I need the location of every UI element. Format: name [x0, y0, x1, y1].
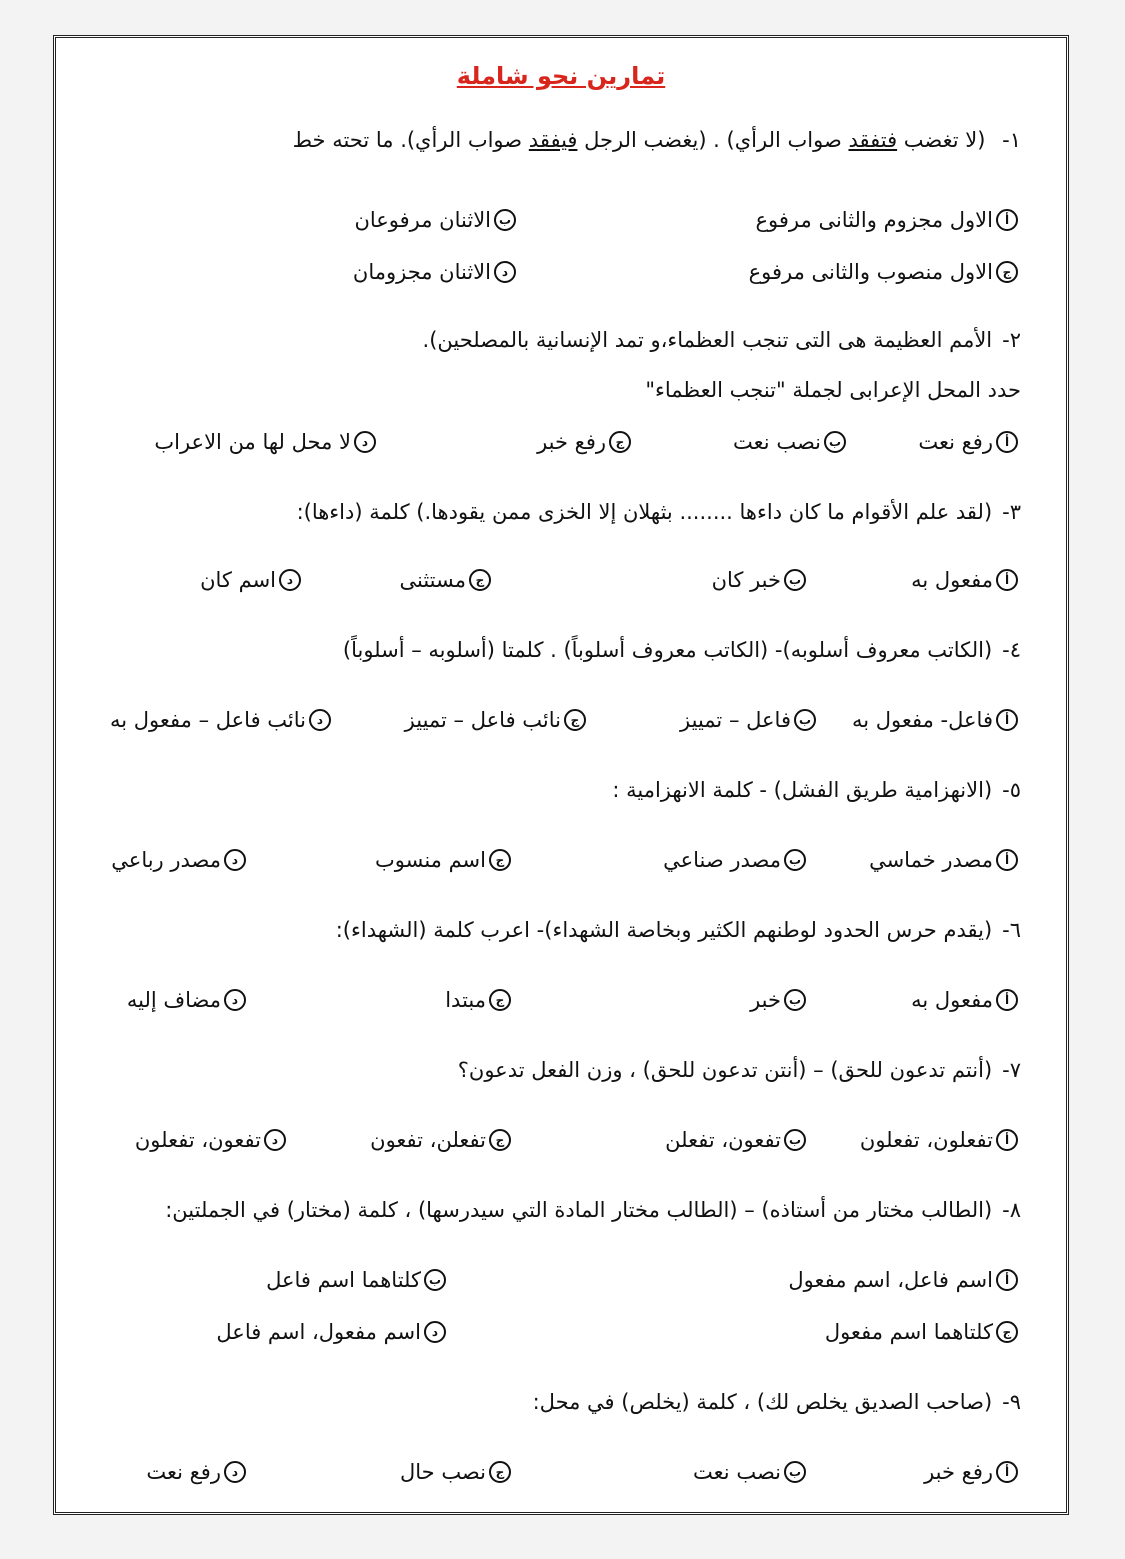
option-label: فاعل – تمييز: [680, 708, 791, 732]
option-c[interactable]: [370, 1128, 511, 1152]
option-label: الاول مجزوم والثانى مرفوع: [755, 208, 993, 232]
question-number: ٢-: [1002, 328, 1021, 352]
question-text: (يقدم حرس الحدود لوطنهم الكثير وبخاصة الشهداء)- اعرب كلمة (الشهداء):: [335, 918, 993, 942]
option-d[interactable]: [110, 708, 331, 732]
option-marker-circle: أ: [996, 569, 1018, 591]
option-marker-circle: د: [224, 1461, 246, 1483]
question-1: [293, 128, 1021, 152]
option-label: تفعلون، تفعلون: [859, 1128, 993, 1152]
option-label: الاول منصوب والثانى مرفوع: [748, 260, 993, 284]
question-9: [533, 1390, 1021, 1414]
option-label: كلتاهما اسم مفعول: [824, 1320, 993, 1344]
option-c[interactable]: [400, 568, 492, 592]
option-label: اسم فاعل، اسم مفعول: [788, 1268, 993, 1292]
question-7: [458, 1058, 1021, 1082]
option-marker-circle: ج: [489, 1129, 511, 1151]
option-label: اسم منسوب: [374, 848, 486, 872]
question-number: ٩-: [1002, 1390, 1021, 1414]
option-label: مضاف إليه: [126, 988, 221, 1012]
question-text: الأمم العظيمة هى التى تنجب العظماء،و تمد الإنسانية بالمصلحين).: [422, 328, 993, 352]
option-d[interactable]: [154, 430, 376, 454]
option-marker-circle: د: [354, 431, 376, 453]
option-d[interactable]: [127, 988, 246, 1012]
option-label: رفع خبر: [537, 430, 606, 454]
option-a[interactable]: [756, 208, 1018, 232]
option-marker-circle: ج: [996, 1321, 1018, 1343]
option-b[interactable]: [680, 708, 816, 732]
option-label: اسم كان: [200, 568, 276, 592]
option-marker-circle: أ: [996, 989, 1018, 1011]
question-number: ٣-: [1002, 500, 1021, 524]
question-text: (الكاتب معروف أسلوبه)- (الكاتب معروف أسلوباً) . كلمتا (أسلوبه – أسلوباً): [342, 638, 993, 662]
option-label: رفع نعت: [146, 1460, 221, 1484]
option-marker-circle: ب: [784, 1129, 806, 1151]
option-c[interactable]: [375, 848, 511, 872]
option-label: تفعون، تفعلن: [665, 1128, 781, 1152]
option-label: خبر: [750, 988, 781, 1012]
option-b[interactable]: [712, 568, 806, 592]
question-number: ٧-: [1002, 1058, 1021, 1082]
option-marker-circle: د: [224, 849, 246, 871]
question-2: [423, 328, 1021, 352]
option-marker-circle: ب: [824, 431, 846, 453]
option-marker-circle: ج: [564, 709, 586, 731]
option-a[interactable]: [911, 568, 1018, 592]
option-marker-circle: ج: [489, 1461, 511, 1483]
option-marker-circle: أ: [996, 709, 1018, 731]
question-number: ٤-: [1002, 638, 1021, 662]
option-label: فاعل- مفعول به: [851, 708, 993, 732]
option-marker-circle: ب: [784, 989, 806, 1011]
option-label: مفعول به: [911, 568, 993, 592]
option-c[interactable]: [537, 430, 631, 454]
option-marker-circle: د: [224, 989, 246, 1011]
option-b[interactable]: [750, 988, 806, 1012]
option-b[interactable]: [354, 208, 516, 232]
option-label: مبتدا: [445, 988, 486, 1012]
option-marker-circle: ب: [784, 1461, 806, 1483]
option-d[interactable]: [111, 848, 246, 872]
question-5: [612, 778, 1021, 802]
question-text: صواب الرأي). ما تحته خط: [292, 128, 529, 152]
option-label: تفعون، تفعلون: [134, 1128, 261, 1152]
option-marker-circle: ج: [996, 261, 1018, 283]
option-label: مصدر صناعي: [663, 848, 781, 872]
question-3: [297, 500, 1021, 524]
question-4: [343, 638, 1021, 662]
underlined-word: فتفقد: [848, 128, 898, 152]
option-a[interactable]: [924, 1460, 1018, 1484]
option-label: لا محل لها من الاعراب: [154, 430, 351, 454]
option-label: تفعلن، تفعون: [370, 1128, 486, 1152]
option-c[interactable]: [825, 1320, 1018, 1344]
question-text: صواب الرأي) . (يغضب الرجل: [577, 128, 849, 152]
option-label: مفعول به: [911, 988, 993, 1012]
option-a[interactable]: [869, 848, 1018, 872]
option-marker-circle: د: [494, 261, 516, 283]
option-a[interactable]: [860, 1128, 1018, 1152]
option-c[interactable]: [405, 708, 586, 732]
option-marker-circle: أ: [996, 1129, 1018, 1151]
question-number: ٥-: [1002, 778, 1021, 802]
option-marker-circle: ج: [469, 569, 491, 591]
option-label: اسم مفعول، اسم فاعل: [216, 1320, 421, 1344]
option-marker-circle: أ: [996, 209, 1018, 231]
option-label: رفع خبر: [924, 1460, 993, 1484]
option-marker-circle: ب: [784, 849, 806, 871]
option-d[interactable]: [135, 1128, 286, 1152]
option-marker-circle: أ: [996, 849, 1018, 871]
option-b[interactable]: [693, 1460, 806, 1484]
question-text: (الطالب مختار من أستاذه) – (الطالب مختار المادة التي سيدرسها) ، كلمة (مختار) في الجملتين:: [165, 1198, 993, 1222]
option-d[interactable]: [353, 260, 516, 284]
option-c[interactable]: [400, 1460, 511, 1484]
option-marker-circle: د: [279, 569, 301, 591]
option-label: نائب فاعل – تمييز: [404, 708, 561, 732]
option-label: نائب فاعل – مفعول به: [110, 708, 306, 732]
option-label: الاثنان مرفوعان: [354, 208, 491, 232]
option-label: نصب حال: [400, 1460, 486, 1484]
question-text: (أنتم تدعون للحق) – (أنتن تدعون للحق) ، وزن الفعل تدعون؟: [457, 1058, 993, 1082]
worksheet-frame: [53, 35, 1069, 1515]
question-text: (صاحب الصديق يخلص لك) ، كلمة (يخلص) في محل:: [532, 1390, 993, 1414]
option-label: مصدر رباعي: [111, 848, 221, 872]
option-b[interactable]: [663, 848, 806, 872]
option-marker-circle: ج: [489, 849, 511, 871]
option-label: رفع نعت: [918, 430, 993, 454]
option-marker-circle: أ: [996, 431, 1018, 453]
question-text: (لقد علم الأقوام ما كان داءها ........ بثهلان إلا الخزى ممن يقودها.) كلمة (داءها):: [296, 500, 993, 524]
question-8: [165, 1198, 1021, 1222]
option-a[interactable]: [788, 1268, 1018, 1292]
option-marker-circle: ب: [494, 209, 516, 231]
option-label: مصدر خماسي: [869, 848, 993, 872]
option-marker-circle: أ: [996, 1269, 1018, 1291]
underlined-word: فيفقد: [528, 128, 578, 152]
option-marker-circle: ب: [794, 709, 816, 731]
question-number: ٨-: [1002, 1198, 1021, 1222]
option-d[interactable]: [200, 568, 301, 592]
option-marker-circle: ب: [424, 1269, 446, 1291]
option-d[interactable]: [146, 1460, 246, 1484]
option-b[interactable]: [733, 430, 846, 454]
option-c[interactable]: [749, 260, 1018, 284]
option-label: كلتاهما اسم فاعل: [266, 1268, 421, 1292]
option-a[interactable]: [911, 988, 1018, 1012]
option-c[interactable]: [445, 988, 511, 1012]
option-a[interactable]: [918, 430, 1018, 454]
option-label: مستثنى: [399, 568, 466, 592]
question-number: ٦-: [1002, 918, 1021, 942]
question-6: [336, 918, 1021, 942]
page-title: تمارين نحو شاملة: [456, 62, 666, 90]
option-marker-circle: ج: [609, 431, 631, 453]
question-text: (الانهزامية طريق الفشل) - كلمة الانهزامية :: [612, 778, 993, 802]
option-marker-circle: ب: [784, 569, 806, 591]
question-number: ١-: [1002, 128, 1021, 152]
question-text: (لا تغضب: [897, 128, 986, 152]
option-label: نصب نعت: [693, 1460, 781, 1484]
option-a[interactable]: [852, 708, 1018, 732]
option-marker-circle: د: [309, 709, 331, 731]
option-label: خبر كان: [711, 568, 781, 592]
question-2-instruction: حدد المحل الإعرابى لجملة "تنجب العظماء": [645, 378, 1021, 402]
option-d[interactable]: [216, 1320, 446, 1344]
option-marker-circle: د: [424, 1321, 446, 1343]
option-label: نصب نعت: [733, 430, 821, 454]
option-b[interactable]: [665, 1128, 806, 1152]
option-marker-circle: د: [264, 1129, 286, 1151]
option-marker-circle: ج: [489, 989, 511, 1011]
option-b[interactable]: [266, 1268, 446, 1292]
option-label: الاثنان مجزومان: [352, 260, 491, 284]
option-marker-circle: أ: [996, 1461, 1018, 1483]
